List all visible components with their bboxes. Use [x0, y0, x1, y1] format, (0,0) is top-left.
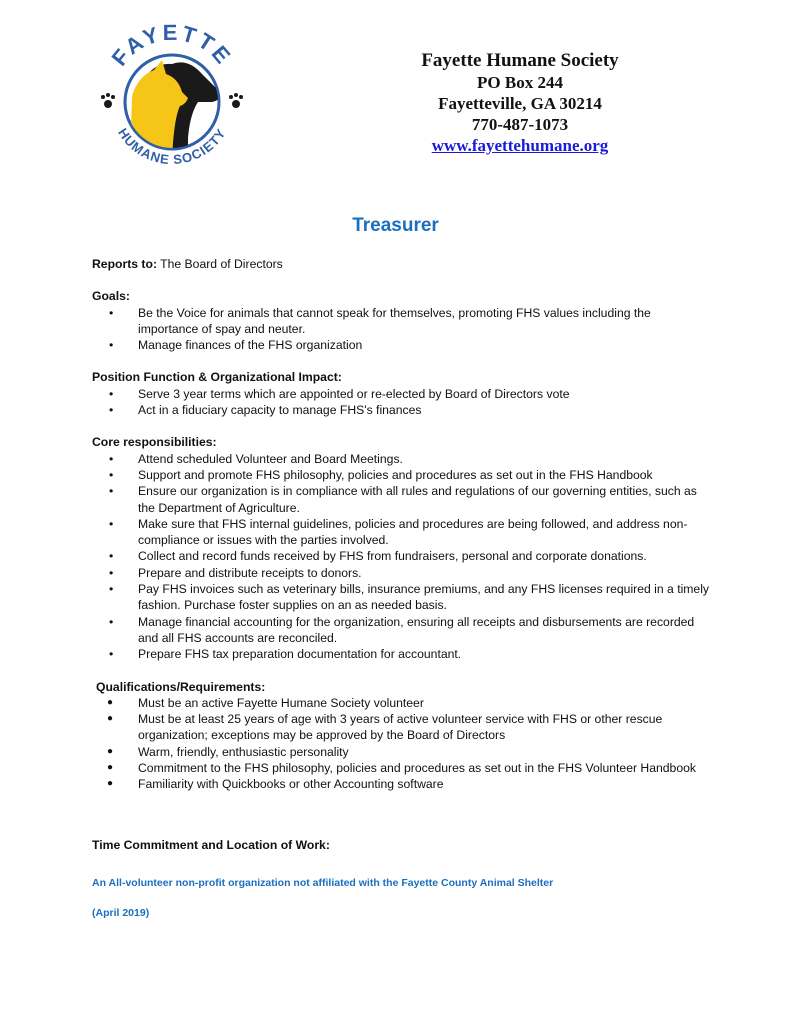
time-commitment-section [92, 837, 712, 853]
page-title: Treasurer [352, 215, 439, 236]
list-item: ● Commitment to the FHS philosophy, policies and procedures as set out in the FHS Volunteer Handbook [138, 760, 712, 776]
qualifications-heading: Qualifications/Requirements: [96, 679, 266, 694]
list-item: • Ensure our organization is in compliance with all rules and regulations of our governing entities, such as the Department of Agriculture. [138, 483, 712, 516]
goals-heading: Goals: [92, 289, 130, 304]
phone-number: 770-487-1073 [471, 115, 569, 134]
organization-contact-block [395, 50, 645, 156]
list-item: • Manage financial accounting for the organization, ensuring all receipts and disbursements are recorded and all FHS accounts are reconciled. [138, 614, 712, 647]
list-item: • Pay FHS invoices such as veterinary bills, insurance premiums, and any FHS licenses required in a timely fashion. Purchase foster supplies on an as needed basis. [138, 581, 712, 614]
list-item: • Serve 3 year terms which are appointed or re-elected by Board of Directors vote [138, 386, 712, 402]
position-section [92, 369, 712, 418]
list-item: • Attend scheduled Volunteer and Board Meetings. [138, 451, 712, 467]
organization-name: Fayette Humane Society [421, 50, 619, 71]
list-item: • Collect and record funds received by FHS from fundraisers, personal and corporate donations. [138, 548, 712, 564]
list-item: ● Familiarity with Quickbooks or other Accounting software [138, 776, 712, 792]
document-body [92, 256, 712, 922]
reports-to-value: The Board of Directors [157, 257, 283, 271]
core-responsibilities-section [92, 434, 712, 662]
svg-text:HUMANE SOCIETY: HUMANE SOCIETY [115, 125, 229, 168]
core-heading: Core responsibilities: [92, 435, 217, 450]
time-commitment-heading: Time Commitment and Location of Work: [92, 837, 330, 852]
position-heading: Position Function & Organizational Impact: [92, 370, 342, 385]
list-item: • Act in a fiduciary capacity to manage FHS's finances [138, 402, 712, 418]
logo-graphic-icon [92, 18, 252, 178]
list-item: • Make sure that FHS internal guidelines, policies and procedures are being followed, and address non-compliance or issues with the parties involved. [138, 516, 712, 549]
list-item: • Prepare and distribute receipts to donors. [138, 565, 712, 581]
list-item: ● Warm, friendly, enthusiastic personality [138, 744, 712, 760]
list-item: ● Must be an active Fayette Humane Society volunteer [138, 695, 712, 711]
list-item: • Be the Voice for animals that cannot speak for themselves, promoting FHS values including the importance of spay and neuter. [138, 305, 712, 338]
website-link[interactable]: www.fayettehumane.org [431, 136, 609, 155]
footer-disclaimer: An All-volunteer non-profit organization not affiliated with the Fayette County Animal Shelter [92, 876, 554, 889]
address-line-2: Fayetteville, GA 30214 [438, 94, 602, 113]
svg-text:FAYETTE: FAYETTE [106, 19, 238, 71]
reports-to [92, 256, 712, 272]
list-item: ● Must be at least 25 years of age with 3 years of active volunteer service with FHS or other rescue organization; exceptions may be approved by the Board of Directors [138, 711, 712, 744]
footer-date: (April 2019) [92, 907, 150, 920]
qualifications-section [92, 679, 712, 793]
fayette-humane-society-logo [92, 18, 252, 178]
list-item: • Prepare FHS tax preparation documentation for accountant. [138, 646, 712, 662]
list-item: • Manage finances of the FHS organization [138, 337, 712, 353]
reports-to-label: Reports to: [92, 257, 157, 271]
list-item: • Support and promote FHS philosophy, policies and procedures as set out in the FHS Handbook [138, 467, 712, 483]
goals-section [92, 288, 712, 353]
address-line-1: PO Box 244 [477, 73, 563, 92]
